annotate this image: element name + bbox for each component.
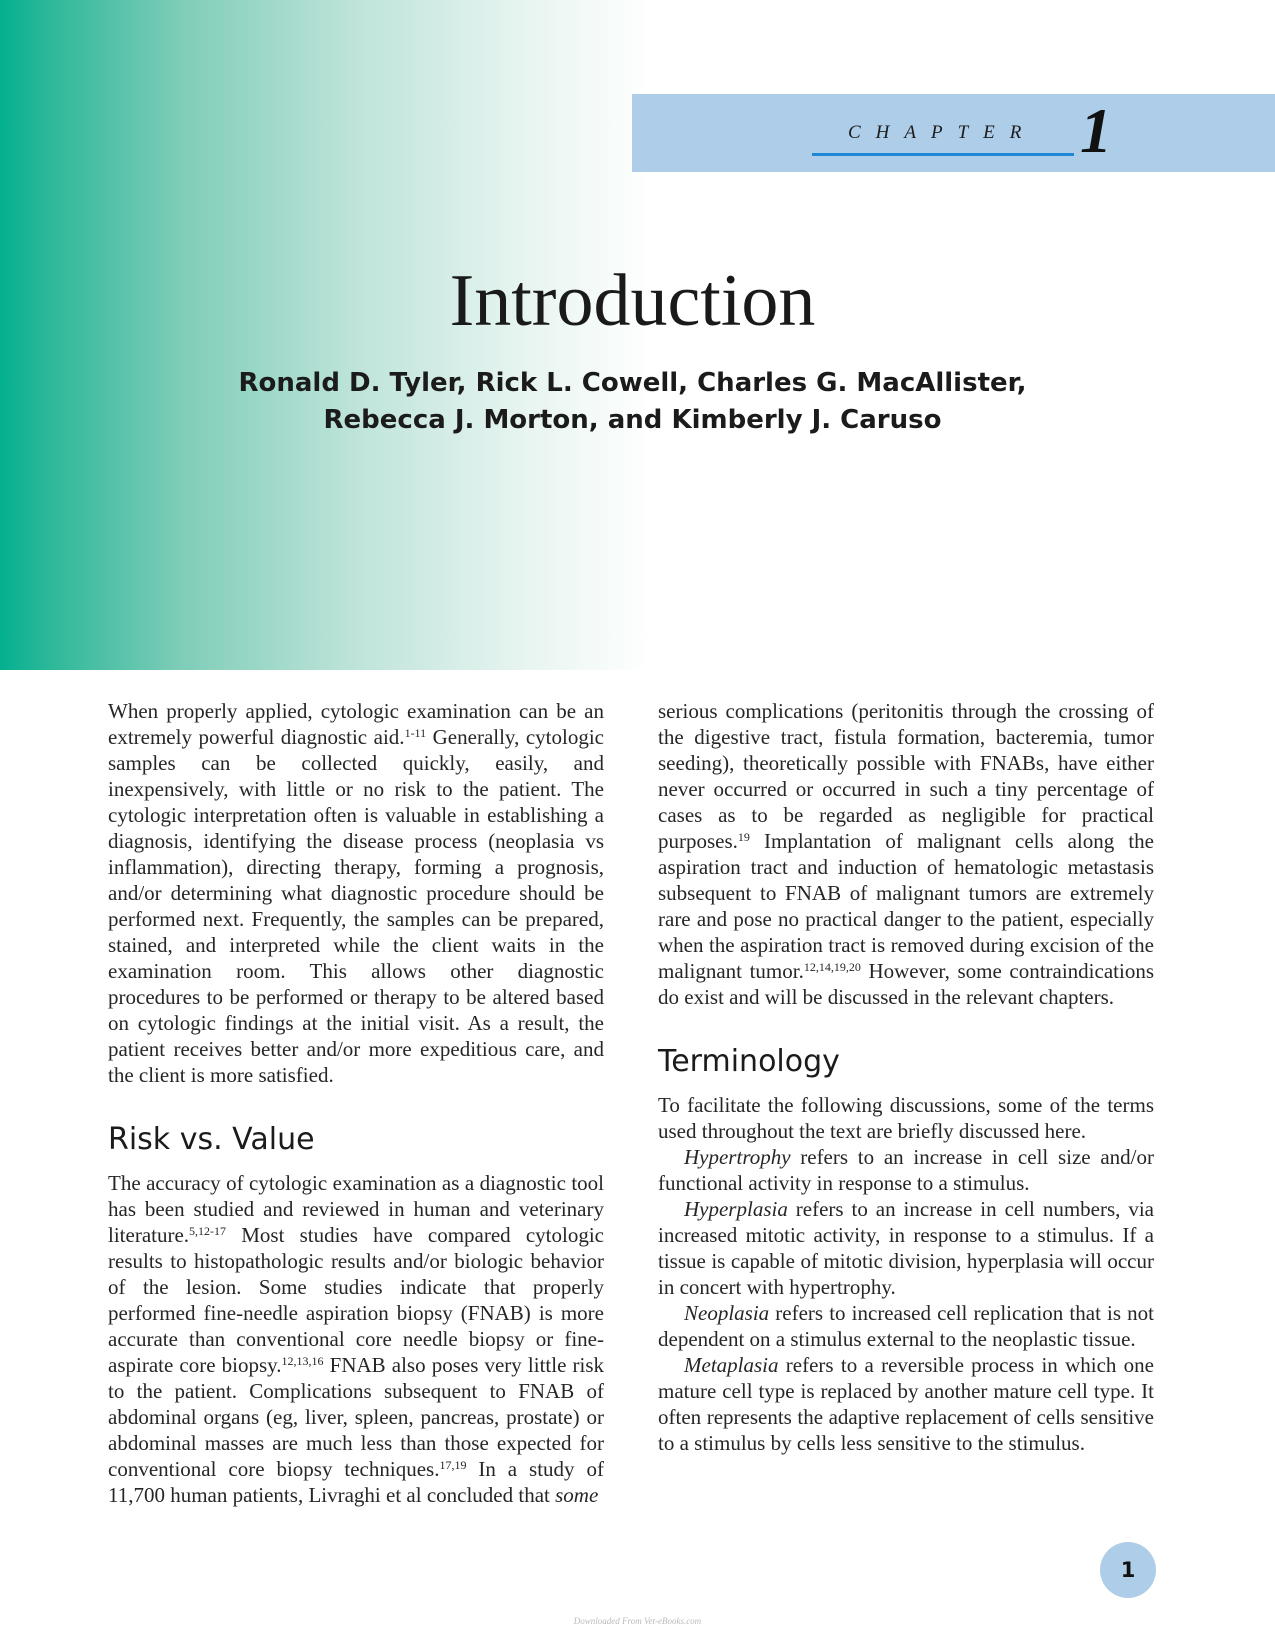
page-title: Introduction (449, 260, 816, 342)
citation: 1-11 (404, 726, 427, 740)
continuation-paragraph: serious complications (peritonitis through the crossing of the digestive tract, fistula formation, bacteremia, tumor seeding), theoretically possible with FNABs, have either never occurred or occurred in such a tiny percentage of cases as to be regarded as negligible for practical purposes.$^{19}$ Implantation of malignant cells along the aspiration tract and induction of hematologic metastasis subsequent to FNAB of malignant tumors are extremely rare and pose no practical danger to the patient, especially when the aspiration tract is removed during excision of the malignant tumor.$^{12,14,19,20}$ However, some contraindications do exist and will be discussed in the relevant chapters. (658, 699, 1154, 1009)
section-heading-risk-vs-value: Risk vs. Value (108, 1122, 315, 1157)
section-heading-terminology: Terminology (658, 1044, 840, 1079)
citation: 19 (737, 830, 750, 844)
page-number-badge: 1 (1100, 1542, 1156, 1598)
chapter-number: 1 (1080, 95, 1112, 166)
chapter-rule (812, 153, 1074, 156)
chapter-label: CHAPTER (848, 122, 1037, 143)
definition-metaplasia: Metaplasia refers to a reversible process in which one mature cell type is replaced by another mature cell type. It often represents the adaptive replacement of cells sensitive to a stimulus by cells less sensitive to the stimulus. (658, 1353, 1154, 1455)
citation: 5,12-17 (189, 1224, 227, 1238)
authors-line-1: Ronald D. Tyler, Rick L. Cowell, Charles G. MacAllister, (238, 368, 1027, 398)
right-column (658, 698, 1154, 1456)
citation: 17,19 (439, 1458, 467, 1472)
terminology-intro: To facilitate the following discussions, some of the terms used throughout the text are briefly discussed here. (658, 1093, 1154, 1143)
definition-hyperplasia: Hyperplasia refers to an increase in cell numbers, via increased mitotic activity, in response to a stimulus. If a tissue is capable of mitotic division, hyperplasia will occur in concert with hypertrophy. (658, 1197, 1154, 1299)
left-column (108, 698, 604, 1508)
definition-neoplasia: Neoplasia refers to increased cell replication that is not dependent on a stimulus external to the neoplastic tissue. (658, 1301, 1154, 1351)
author-list (0, 365, 1265, 439)
intro-paragraph: When properly applied, cytologic examination can be an extremely powerful diagnostic aid.$^{1-11}$ Generally, cytologic samples can be collected quickly, easily, and inexpensively, with little or no risk to the patient. The cytologic interpretation often is valuable in establishing a diagnosis, identifying the disease process (neoplasia vs inflammation), directing therapy, forming a prognosis, and/or determining what diagnostic procedure should be performed next. Frequently, the samples can be prepared, stained, and interpreted while the client waits in the examination room. This allows other diagnostic procedures to be performed or therapy to be altered based on cytologic findings at the initial visit. As a result, the patient receives better and/or more expeditious care, and the client is more satisfied. (108, 699, 604, 1087)
citation: 12,13,16 (281, 1354, 324, 1368)
authors-line-2: Rebecca J. Morton, and Kimberly J. Caruso (323, 405, 942, 435)
risk-paragraph: The accuracy of cytologic examination as a diagnostic tool has been studied and reviewed in human and veterinary literature.$^{5,12-17}$ Most studies have compared cytologic results to histopathologic results and/or biologic behavior of the lesion. Some studies indicate that properly performed fine-needle aspiration biopsy (FNAB) is more accurate than conventional core needle biopsy or fine-aspirate core biopsy.$^{12,13,16}$ FNAB also poses very little risk to the patient. Complications subsequent to FNAB of abdominal organs (eg, liver, spleen, pancreas, prostate) or abdominal masses are much less than those expected for conventional core biopsy techniques.$^{17,19}$ In a study of 11,700 human patients, Livraghi et al concluded that some (108, 1171, 604, 1507)
citation: 12,14,19,20 (803, 960, 861, 974)
definition-hypertrophy: Hypertrophy refers to an increase in cell size and/or functional activity in response to a stimulus. (658, 1145, 1154, 1195)
download-watermark: Downloaded From Vet-eBooks.com (573, 1616, 702, 1626)
